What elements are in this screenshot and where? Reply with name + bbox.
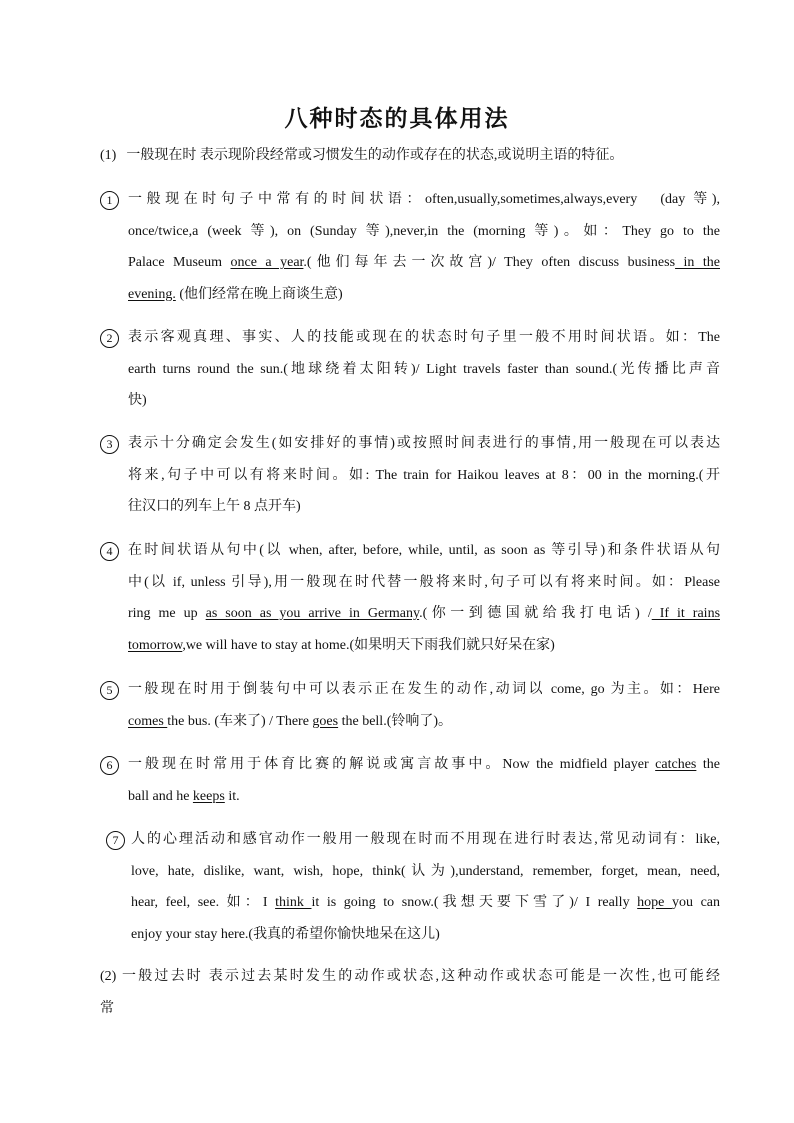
text-run: 一般现在时用于倒装句中可以表示正在发生的动作,动词以 come, go 为主。如：Here	[128, 682, 720, 697]
paragraph-line	[128, 680, 720, 700]
underlined-phrase: catches	[655, 757, 697, 772]
paragraph-line	[128, 434, 720, 454]
section-marker: (2)	[100, 969, 117, 984]
text-run: you can	[671, 895, 720, 910]
paragraph-line	[128, 466, 720, 486]
text-run: Palace Museum	[128, 255, 231, 270]
text-run: ball and he	[128, 788, 193, 804]
section-heading	[100, 146, 623, 166]
text-run: it.	[224, 788, 240, 804]
paragraph-line	[128, 285, 343, 305]
item-number-circle: 2	[100, 329, 119, 348]
section-heading-text: 一般过去时 表示过去某时发生的动作或状态,这种动作或状态可能是一次性,也可能经	[116, 969, 720, 984]
item-number-circle: 6	[100, 756, 119, 775]
paragraph-line	[128, 604, 720, 624]
paragraph-line	[128, 360, 720, 380]
underlined-phrase: evening.	[128, 286, 176, 302]
text-run: the	[696, 757, 720, 772]
text-run: 快)	[128, 393, 147, 408]
item-number-circle: 4	[100, 542, 119, 561]
paragraph-line	[128, 328, 720, 348]
text-run: 一般现在时句子中常有的时间状语：often,usually,sometimes,always,every (day 等),	[128, 192, 720, 207]
paragraph-line	[128, 541, 720, 561]
paragraph-line	[131, 830, 720, 850]
text-run: enjoy your stay here.(我真的希望你愉快地呆在这儿)	[131, 926, 440, 942]
text-run: the bus. (车来了) / There	[167, 713, 313, 729]
paragraph-line	[128, 222, 720, 242]
paragraph-line	[128, 755, 720, 775]
paragraph-line	[128, 636, 555, 656]
underlined-phrase: comes	[128, 713, 168, 729]
paragraph-line	[128, 712, 452, 732]
text-run: 表示十分确定会发生(如安排好的事情)或按照时间表进行的事情,用一般现在可以表达	[128, 436, 720, 451]
text-run: .(你一到德国就给我打电话) /	[419, 606, 652, 621]
underlined-phrase: tomorrow	[128, 637, 183, 653]
section-heading-continuation: 常	[100, 1001, 114, 1016]
paragraph-line	[128, 787, 240, 807]
text-run: .(他们每年去一次故宫)/ They often discuss business	[303, 255, 676, 270]
paragraph-line	[128, 253, 720, 273]
text-run: love, hate, dislike, want, wish, hope, think(认为),understand, remember, forget, mean, need,	[131, 863, 720, 879]
text-run: ,we will have to stay at home.(如果明天下雨我们就只好呆在家)	[182, 637, 555, 653]
underlined-phrase: in the	[675, 255, 720, 270]
page-title: 八种时态的具体用法	[284, 106, 510, 131]
text-run: 表示客观真理、事实、人的技能或现在的状态时句子里一般不用时间状语。如：The	[128, 330, 720, 345]
paragraph-line	[128, 573, 720, 593]
underlined-phrase: hope	[637, 895, 672, 910]
paragraph-line	[128, 391, 147, 411]
text-run: (他们经常在晚上商谈生意)	[175, 286, 343, 302]
text-run: 在时间状语从句中(以 when, after, before, while, until, as soon as 等引导)和条件状语从句	[128, 543, 720, 558]
section-heading-text: 一般现在时 表示现阶段经常或习惯发生的动作或存在的状态,或说明主语的特征。	[126, 148, 624, 163]
underlined-phrase: as soon as you arrive in Germany	[205, 606, 420, 621]
paragraph-line	[131, 862, 720, 882]
paragraph-line	[128, 190, 720, 210]
text-run: 往汉口的列车上午 8 点开车)	[128, 499, 301, 514]
underlined-phrase: keeps	[192, 788, 225, 804]
text-run: it is going to snow.(我想天要下雪了)/ I really	[311, 895, 638, 910]
text-run: 一般现在时常用于体育比赛的解说或寓言故事中。Now the midfield player	[128, 757, 656, 772]
paragraph-line	[128, 497, 301, 517]
text-run: earth turns round the sun.(地球绕着太阳转)/ Light travels faster than sound.(光传播比声音	[128, 361, 720, 377]
text-run: the bell.(铃响了)。	[338, 713, 453, 729]
underlined-phrase: once a year	[230, 255, 304, 270]
underlined-phrase: goes	[312, 713, 339, 729]
section-heading	[100, 967, 720, 987]
text-run: 将来,句子中可以有将来时间。如: The train for Haikou leaves at 8：00 in the morning.(开	[128, 467, 720, 483]
underlined-phrase: If it rains	[651, 606, 720, 621]
text-run: once/twice,a (week 等), on (Sunday 等),never,in the (morning 等)。如：They go to the	[128, 223, 720, 239]
text-run: ring me up	[128, 606, 206, 621]
text-run: hear, feel, see. 如：I	[131, 895, 276, 910]
section-marker: (1)	[100, 148, 117, 163]
item-number-circle: 5	[100, 681, 119, 700]
item-number-circle: 7	[106, 831, 125, 850]
item-number-circle: 3	[100, 435, 119, 454]
text-run: 人的心理活动和感官动作一般用一般现在时而不用现在进行时表达,常见动词有：like,	[131, 832, 720, 847]
paragraph-line	[131, 893, 720, 913]
paragraph-line	[131, 925, 440, 945]
text-run: 中(以 if, unless 引导),用一般现在时代替一般将来时,句子可以有将来时间。如：Please	[128, 574, 720, 590]
item-number-circle: 1	[100, 191, 119, 210]
underlined-phrase: think	[275, 895, 312, 910]
